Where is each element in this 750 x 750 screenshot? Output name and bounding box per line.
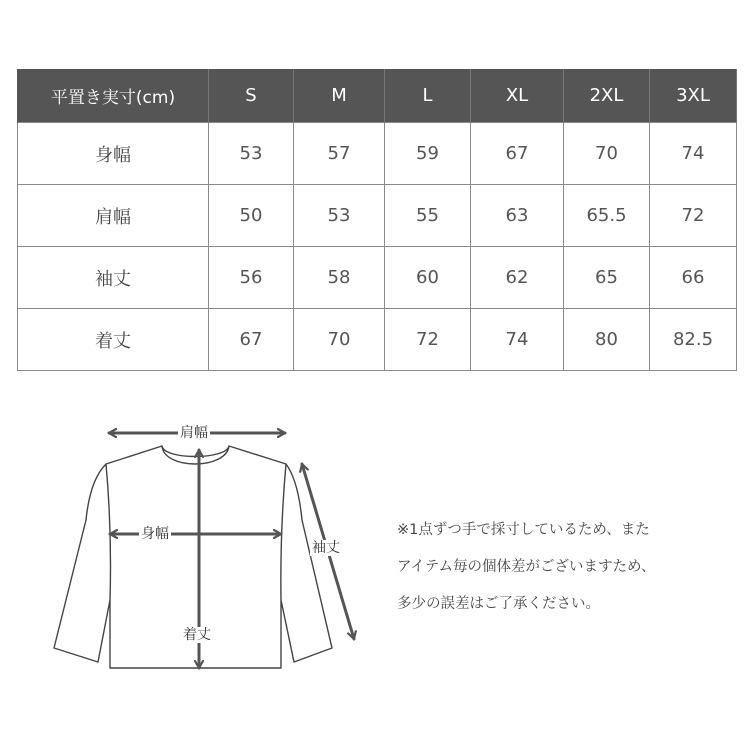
sleeve-label: 袖丈 bbox=[312, 540, 340, 556]
size-header-m: M bbox=[294, 69, 385, 123]
measurement-note bbox=[397, 512, 737, 623]
row-label-body-width: 身幅 bbox=[18, 123, 209, 185]
table-row bbox=[18, 247, 737, 309]
table-cell: 66 bbox=[650, 247, 737, 309]
table-cell: 63 bbox=[471, 185, 564, 247]
table-row bbox=[18, 123, 737, 185]
table-cell: 53 bbox=[294, 185, 385, 247]
table-cell: 55 bbox=[385, 185, 471, 247]
shirt-measurement-diagram bbox=[40, 410, 380, 690]
table-row bbox=[18, 309, 737, 371]
note-line: アイテム毎の個体差がございますため、 bbox=[397, 559, 656, 575]
table-cell: 58 bbox=[294, 247, 385, 309]
table-cell: 65.5 bbox=[564, 185, 650, 247]
table-cell: 82.5 bbox=[650, 309, 737, 371]
table-cell: 70 bbox=[564, 123, 650, 185]
table-header-row bbox=[18, 69, 737, 123]
corner-header: 平置き実寸(cm) bbox=[18, 69, 209, 123]
table-cell: 59 bbox=[385, 123, 471, 185]
row-label-shoulder-width: 肩幅 bbox=[18, 185, 209, 247]
right-armhole-seam bbox=[281, 464, 286, 600]
table-cell: 72 bbox=[385, 309, 471, 371]
size-header-l: L bbox=[385, 69, 471, 123]
table-cell: 80 bbox=[564, 309, 650, 371]
row-label-body-length: 着丈 bbox=[18, 309, 209, 371]
table-cell: 65 bbox=[564, 247, 650, 309]
table-cell: 50 bbox=[209, 185, 294, 247]
length-label: 着丈 bbox=[183, 627, 211, 643]
table-cell: 57 bbox=[294, 123, 385, 185]
size-header-3xl: 3XL bbox=[650, 69, 737, 123]
table-cell: 53 bbox=[209, 123, 294, 185]
chest-label: 身幅 bbox=[141, 526, 169, 542]
table-cell: 67 bbox=[209, 309, 294, 371]
size-header-xl: XL bbox=[471, 69, 564, 123]
table-cell: 72 bbox=[650, 185, 737, 247]
table-cell: 70 bbox=[294, 309, 385, 371]
size-header-2xl: 2XL bbox=[564, 69, 650, 123]
note-line: 多少の誤差はご了承ください。 bbox=[397, 596, 600, 612]
note-line: ※1点ずつ手で採寸しているため、また bbox=[397, 522, 650, 538]
size-table bbox=[17, 69, 737, 371]
table-cell: 74 bbox=[471, 309, 564, 371]
left-armhole-seam bbox=[106, 464, 111, 600]
table-cell: 67 bbox=[471, 123, 564, 185]
row-label-sleeve-length: 袖丈 bbox=[18, 247, 209, 309]
table-cell: 62 bbox=[471, 247, 564, 309]
table-row bbox=[18, 185, 737, 247]
table-cell: 60 bbox=[385, 247, 471, 309]
shoulder-label: 肩幅 bbox=[180, 425, 208, 441]
table-cell: 56 bbox=[209, 247, 294, 309]
size-header-s: S bbox=[209, 69, 294, 123]
collar-inner bbox=[162, 446, 229, 457]
table-cell: 74 bbox=[650, 123, 737, 185]
